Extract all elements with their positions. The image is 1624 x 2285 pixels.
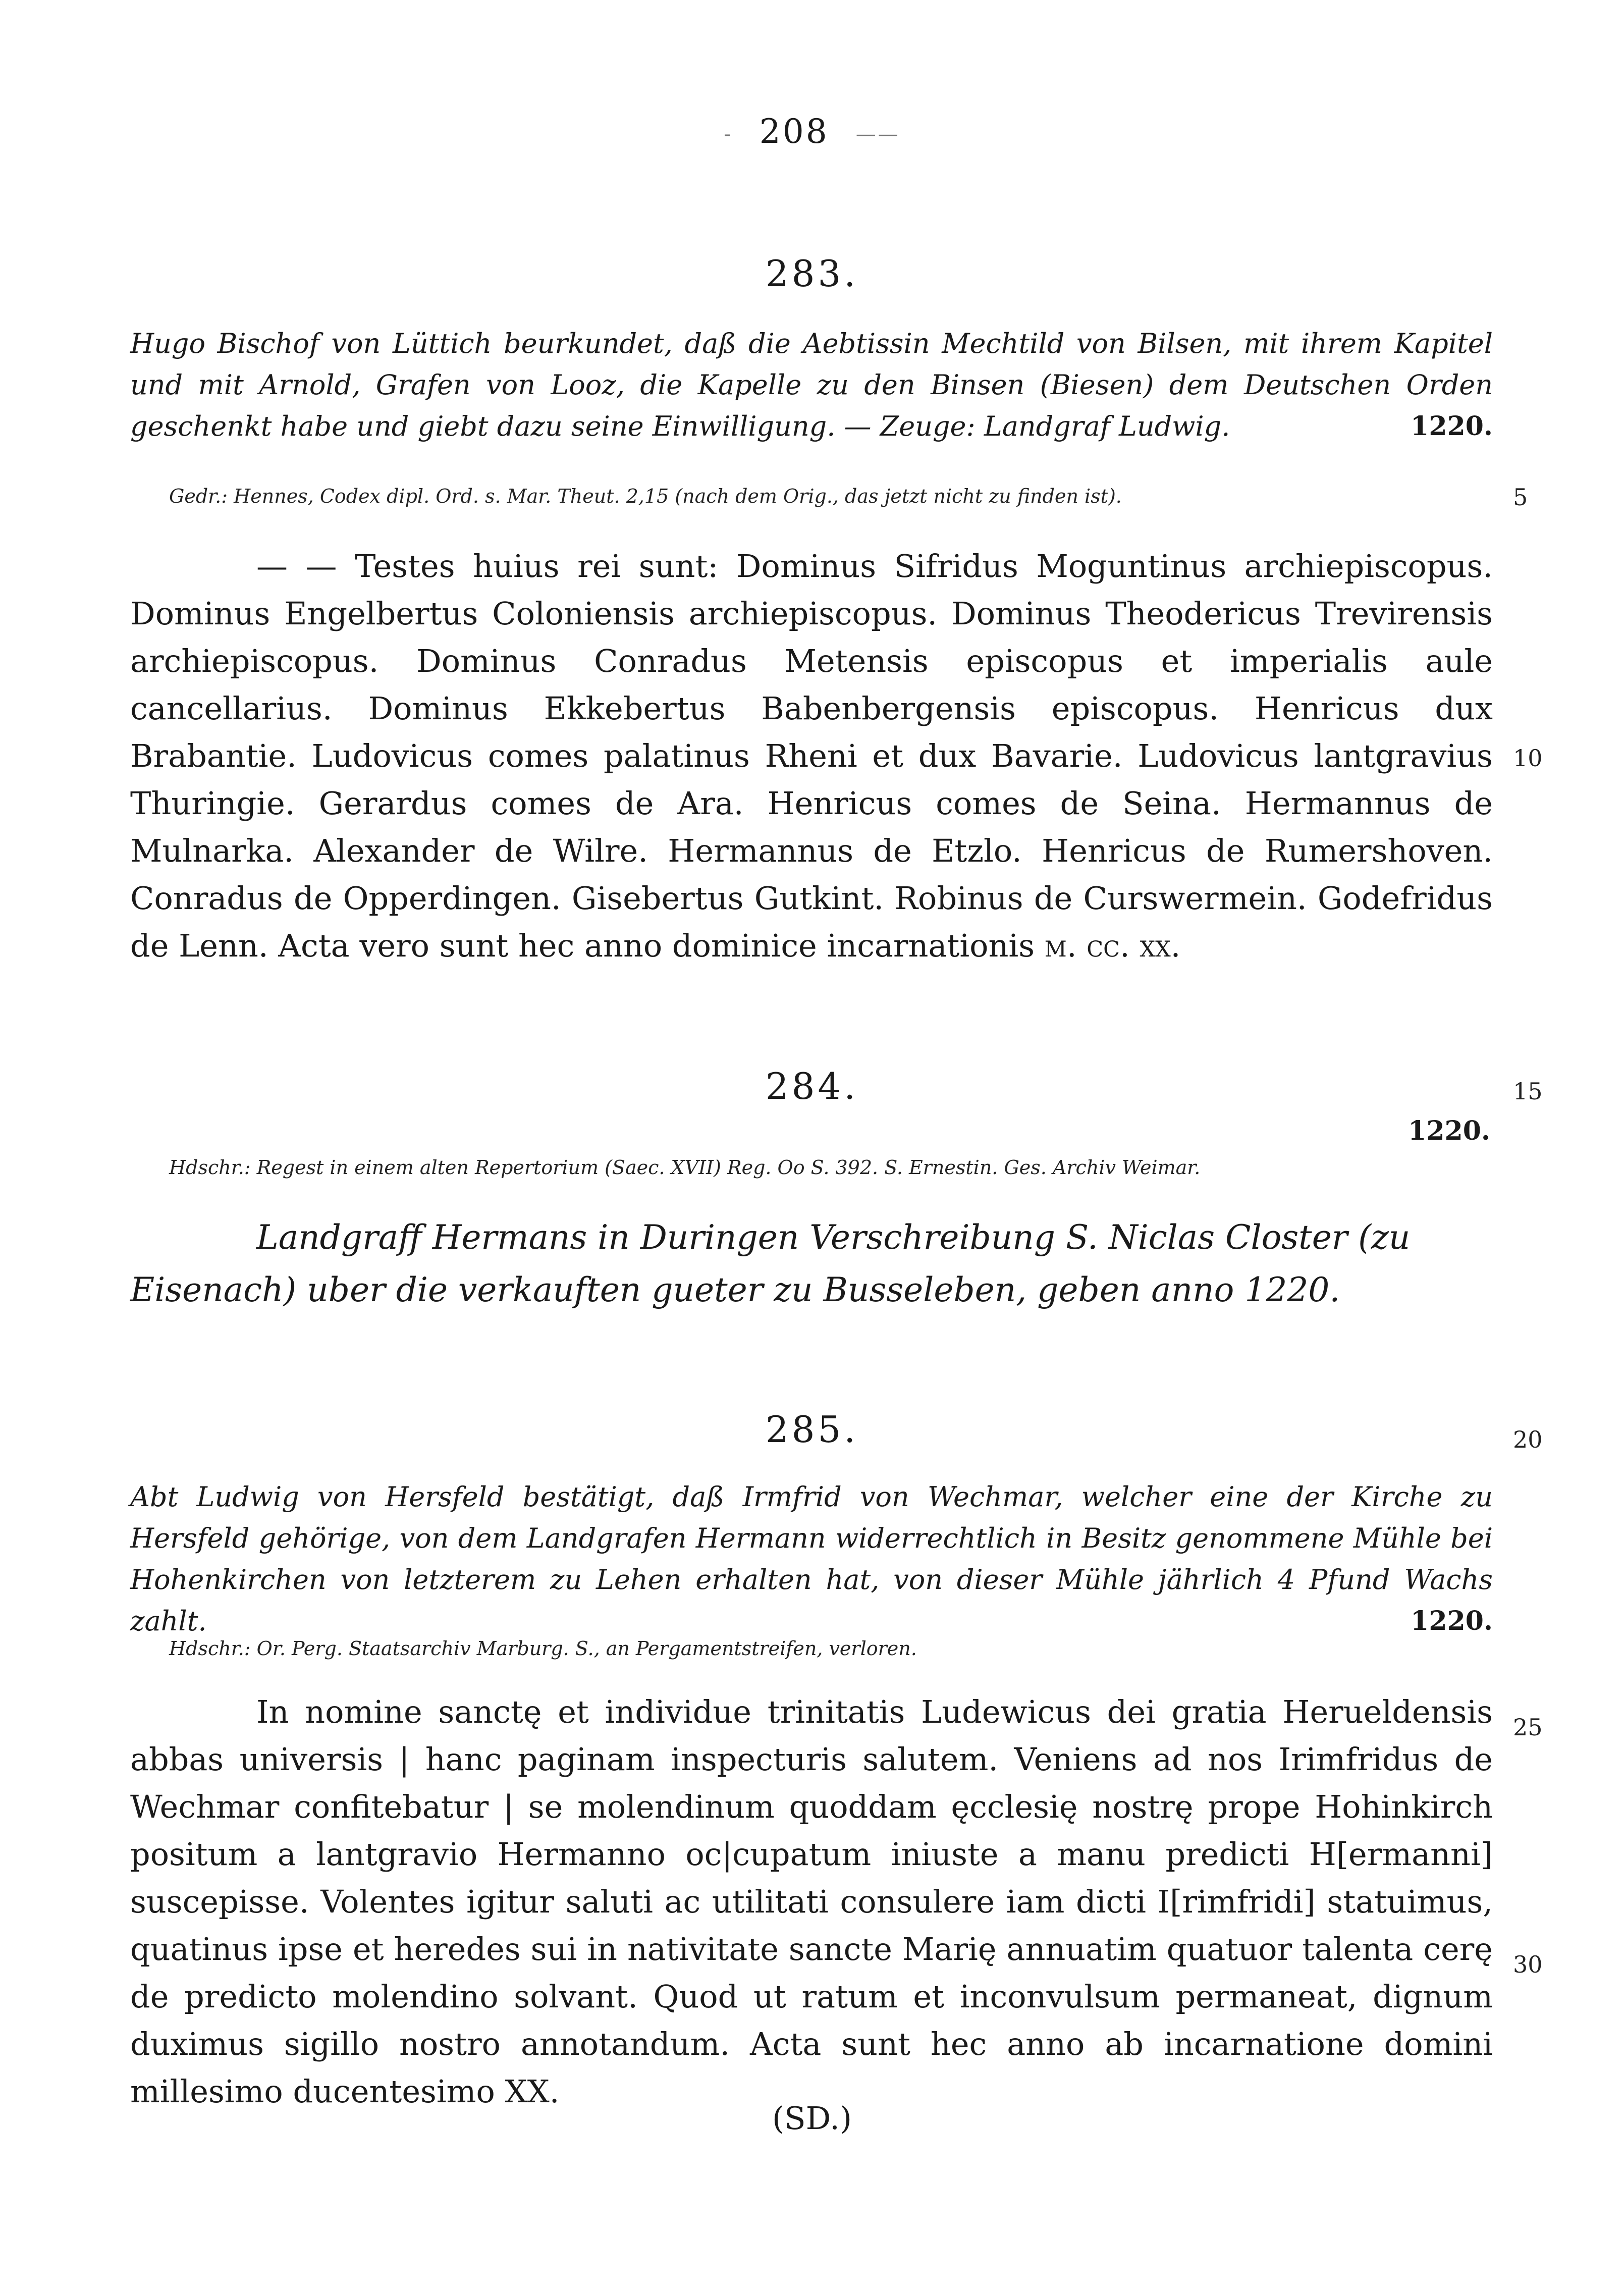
line-number-5: 5 [1513, 484, 1528, 511]
body-text-285-content: In nomine sanctę et individue trinitatis Ludewicus dei gratia Herueldensis abbas universis | hanc paginam inspecturis salutem. Veniens ad nos Irimfridus de Wechmar confitebatur | se molendinum quoddam ęcclesię nostrę prope Hohinkirch positum a lantgravio Hermanno oc|cupatum iniuste a manu predicti H[ermanni] suscepisse. Volentes igitur saluti ac utilitati consulere iam dicti I[rimfridi] statuimus, quatinus ipse et heredes sui in nativitate sancte Marię annuatim quatuor talenta cerę de predicto molendino solvant. Quod ut ratum et inconvulsum permaneat, dignum duximus sigillo nostro annotandum. Acta sunt hec anno ab incarnatione domini millesimo ducentesimo [130, 1693, 1493, 2110]
body-text-285 [130, 1688, 1493, 2115]
regest-285-text: Abt Ludwig von Hersfeld bestätigt, daß Irmfrid von Wechmar, welcher eine der Kirche zu Hersfeld gehörige, von dem Landgrafen Hermann widerrechtlich in Besitz genommene Mühle bei Hohenkirchen von letzterem zu Lehen erhalten hat, von dieser Mühle jährlich 4 Pfund Wachs zahlt. [130, 1481, 1493, 1637]
body-text-283-date: m. cc. xx. [1044, 927, 1181, 964]
source-284: Hdschr.: Regest in einem alten Repertorium (Saec. XVII) Reg. Oo S. 392. S. Ernestin. Ges. Archiv Weimar. [169, 1156, 1201, 1179]
regest-285-year: 1220. [1411, 1606, 1493, 1636]
document-number-283: 283. [765, 252, 859, 295]
document-number-284: 284. [765, 1065, 859, 1107]
regest-283-year: 1220. [1411, 411, 1493, 442]
body-text-285-date: XX. [505, 2073, 560, 2110]
body-text-283-content: — — Testes huius rei sunt: Dominus Sifridus Moguntinus archiepiscopus. Dominus Engelbertus Coloniensis archiepiscopus. Dominus Theodericus Trevirensis archiepiscopus. Dominus Conradus Metensis episcopus et imperialis aule cancellarius. Dominus Ekkebertus Babenbergensis episcopus. Henricus dux Brabantie. Ludovicus comes palatinus Rheni et dux Bavarie. Ludovicus lantgravius Thuringie. Gerardus comes de Ara. Henricus comes de Seina. Hermannus de Mulnarka. Alexander de Wilre. Hermannus de Etzlo. Henricus de Rumershoven. Conradus de Opperdingen. Gisebertus Gutkint. Robinus de Curswermein. Godefridus de Lenn. Acta vero sunt hec anno dominice incarnationis [130, 548, 1493, 964]
seal-note-285: (SD.) [772, 2100, 852, 2137]
regest-283 [130, 323, 1493, 447]
regest-283-text: Hugo Bischof von Lüttich beurkundet, daß die Aebtissin Mechtild von Bilsen, mit ihrem Kapitel und mit Arnold, Grafen von Looz, die Kapelle zu den Binsen (Biesen) dem Deutschen Orden geschenkt habe und giebt dazu seine Einwilligung. — Zeuge: Landgraf Ludwig. [130, 328, 1493, 442]
header-dash-left: - [724, 123, 733, 146]
line-number-30: 30 [1513, 1951, 1543, 1978]
document-number-285: 285. [765, 1408, 859, 1451]
body-text-283 [130, 543, 1493, 970]
header-dash-right: —— [855, 123, 900, 146]
line-number-10: 10 [1513, 745, 1543, 772]
page-number: 208 [759, 112, 829, 151]
line-number-15: 15 [1513, 1078, 1543, 1105]
year-284: 1220. [1408, 1115, 1490, 1146]
line-number-20: 20 [1513, 1426, 1543, 1453]
source-283: Gedr.: Hennes, Codex dipl. Ord. s. Mar. Theut. 2,15 (nach dem Orig., das jetzt nicht zu finden ist). [169, 485, 1122, 507]
source-285: Hdschr.: Or. Perg. Staatsarchiv Marburg. S., an Pergamentstreifen, verloren. [169, 1637, 917, 1660]
regest-285 [130, 1476, 1493, 1642]
line-number-25: 25 [1513, 1714, 1543, 1741]
body-text-284: Landgraff Hermans in Duringen Verschreibung S. Niclas Closter (zu Eisenach) uber die verkauften gueter zu Busseleben, geben anno 1220. [130, 1218, 1411, 1309]
page-header [0, 112, 1624, 151]
